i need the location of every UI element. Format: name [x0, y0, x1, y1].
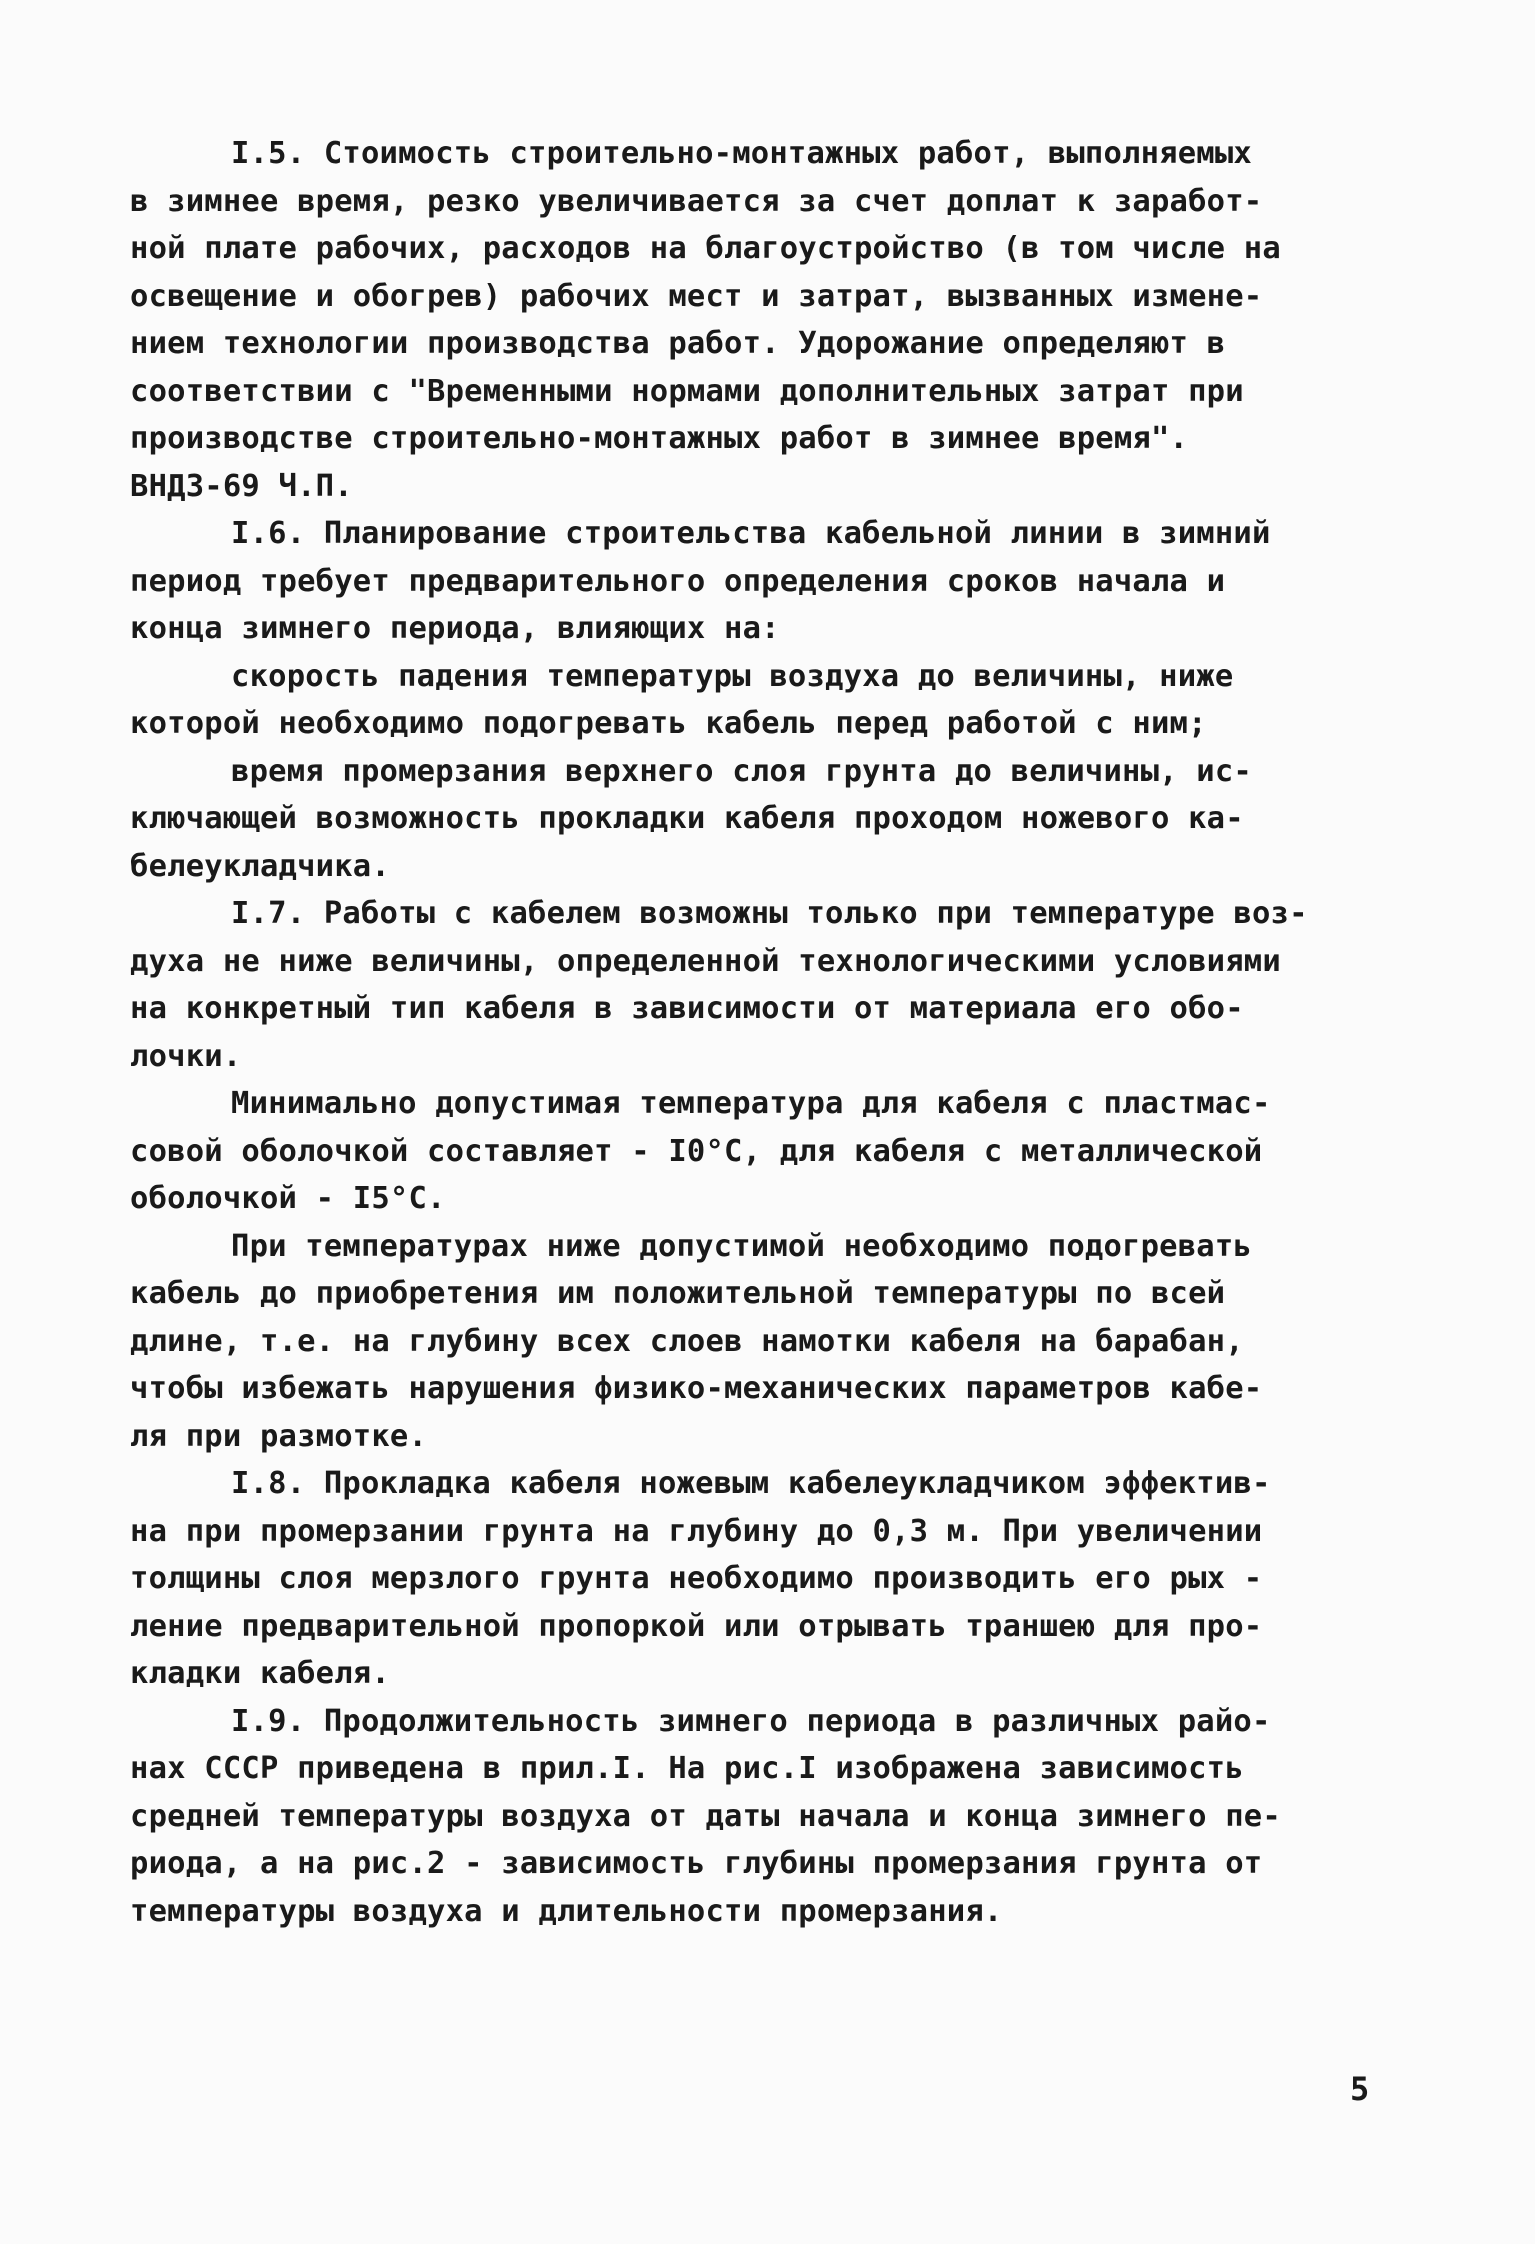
text-line: кладки кабеля. [130, 1656, 390, 1691]
text-line: период требует предварительного определения сроков начала и [130, 563, 1226, 599]
text-line: время промерзания верхнего слоя грунта до величины, ис- [231, 753, 1252, 789]
text-line: температуры воздуха и длительности промерзания. [130, 1893, 1003, 1929]
text-line: освещение и обогрев) рабочих мест и затрат, вызванных измене- [130, 278, 1263, 314]
text-line: При температурах ниже допустимой необходимо подогревать [231, 1228, 1252, 1264]
text-line: на конкретный тип кабеля в зависимости от материала его обо- [130, 991, 1244, 1026]
text-line: ВНДЗ-69 Ч.П. [130, 468, 353, 504]
text-line: ля при размотке. [130, 1418, 428, 1454]
text-line: которой необходимо подогревать кабель перед работой с ним; [130, 706, 1207, 741]
text-line: ключающей возможность прокладки кабеля проходом ножевого ка- [130, 801, 1244, 836]
text-line: I.7. Работы с кабелем возможны только при температуре воз- [231, 896, 1308, 931]
page-number: 5 [1350, 2070, 1370, 2108]
text-line: в зимнее время, резко увеличивается за счет доплат к заработ- [130, 183, 1263, 219]
text-line: духа не ниже величины, определенной технологическими условиями [130, 943, 1281, 979]
text-line: ление предварительной пропоркой или отрывать траншею для про- [130, 1608, 1263, 1644]
text-line: I.5. Стоимость строительно-монтажных работ, выполняемых [231, 136, 1252, 171]
text-line: соответствии с "Временными нормами дополнительных затрат при [130, 373, 1244, 409]
text-line: оболочкой - I5°C. [130, 1181, 446, 1216]
text-line: совой оболочкой составляет - I0°C, для кабеля с металлической [130, 1133, 1263, 1169]
text-line: белеукладчика. [130, 848, 390, 884]
text-line: скорость падения температуры воздуха до величины, ниже [231, 658, 1234, 694]
text-line: конца зимнего периода, влияющих на: [130, 611, 780, 646]
text-line: нах СССР приведена в прил.I. На рис.I изображена зависимость [130, 1751, 1244, 1786]
text-line: I.6. Планирование строительства кабельной линии в зимний [231, 516, 1271, 551]
text-line: риода, а на рис.2 - зависимость глубины промерзания грунта от [130, 1846, 1263, 1881]
text-line: нием технологии производства работ. Удорожание определяют в [130, 326, 1226, 361]
text-line: лочки. [130, 1038, 242, 1074]
text-line: I.8. Прокладка кабеля ножевым кабелеукладчиком эффектив- [231, 1466, 1271, 1501]
text-line: чтобы избежать нарушения физико-механических параметров кабе- [130, 1371, 1263, 1406]
text-line: кабель до приобретения им положительной температуры по всей [130, 1276, 1226, 1311]
text-line: на при промерзании грунта на глубину до 0,3 м. При увеличении [130, 1513, 1263, 1549]
text-line: средней температуры воздуха от даты начала и конца зимнего пе- [130, 1798, 1281, 1834]
text-line: Минимально допустимая температура для кабеля с пластмас- [231, 1086, 1271, 1121]
text-line: производстве строительно-монтажных работ в зимнее время". [130, 421, 1189, 456]
text-line: ной плате рабочих, расходов на благоустройство (в том числе на [130, 231, 1281, 266]
text-line: I.9. Продолжительность зимнего периода в различных райо- [231, 1703, 1271, 1739]
text-line: длине, т.е. на глубину всех слоев намотки кабеля на барабан, [130, 1323, 1244, 1359]
document-body [130, 130, 1410, 1935]
text-line: толщины слоя мерзлого грунта необходимо производить его рых - [130, 1561, 1263, 1596]
